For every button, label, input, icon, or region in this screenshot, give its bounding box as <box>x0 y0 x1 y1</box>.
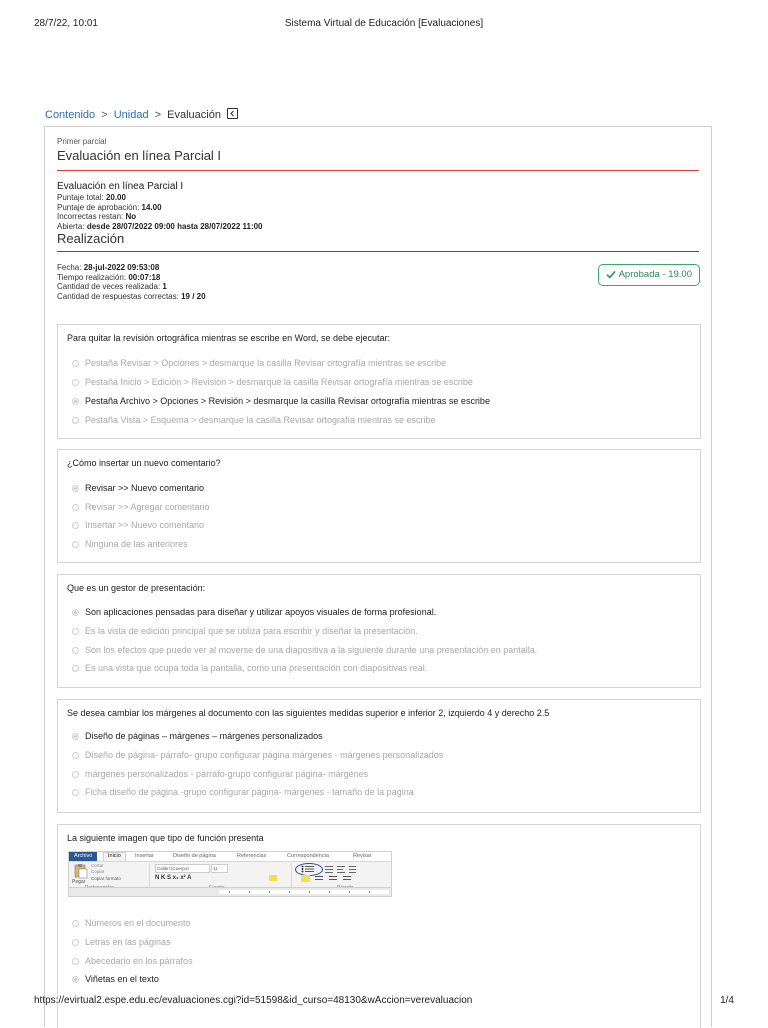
format-painter-label: Copiar formato <box>91 876 121 881</box>
realization-info <box>57 263 206 301</box>
exam-header <box>57 137 699 163</box>
answer-option[interactable]: Diseño de página- párrafo- grupo configurar página márgenes - márgenes personalizados <box>72 750 443 760</box>
collapse-left-icon[interactable] <box>227 108 238 119</box>
exam-info-title: Evaluación en línea Parcial I <box>57 181 184 192</box>
print-footer <box>34 995 734 1009</box>
correct-answers: 19 / 20 <box>181 291 206 301</box>
radio-button[interactable] <box>72 771 79 778</box>
question-text: Se desea cambiar los márgenes al documento con las siguientes medidas superior e inferior 2, izquierdo 4 y derecho 2.5 <box>67 708 550 718</box>
radio-button[interactable] <box>72 939 79 946</box>
ribbon-tabs <box>69 852 391 862</box>
question-card <box>57 324 701 439</box>
title-divider <box>57 170 699 171</box>
highlight-swatch-icon <box>269 875 277 881</box>
radio-button[interactable] <box>72 958 79 965</box>
radio-button-selected[interactable] <box>72 976 79 983</box>
radio-button-selected[interactable] <box>72 485 79 492</box>
answer-option[interactable]: márgenes personalizados - párrafo-grupo configurar página- márgenes <box>72 769 368 779</box>
ruler <box>69 887 391 896</box>
exam-title: Evaluación en línea Parcial I <box>57 148 222 163</box>
answer-option[interactable]: Ninguna de las anteriores <box>72 539 188 549</box>
correct-row: Cantidad de respuestas correctas: 19 / 20 <box>57 291 206 301</box>
realization-title: Realización <box>57 231 125 246</box>
ruler-ticks-icon <box>219 890 389 894</box>
breadcrumb-current: Evaluación <box>167 109 221 121</box>
ribbon-tab-inicio: Inicio <box>103 852 126 861</box>
pass-score: 14.00 <box>141 202 162 212</box>
ribbon-tab-insertar: Insertar <box>135 853 154 859</box>
exam-eyebrow: Primer parcial <box>57 137 107 146</box>
check-icon <box>606 270 616 279</box>
answer-option[interactable]: Abecedario en los párrafos <box>72 956 193 966</box>
ribbon-tab-revisar: Revisar <box>353 853 372 859</box>
ribbon-tab-archivo: Archivo <box>69 852 97 861</box>
realization-time: 00:07:18 <box>128 272 161 282</box>
answer-option[interactable]: Son los efectos que puede ver al moverse de una diapositiva a la siguiente durante una presentación en pantalla. <box>72 645 537 655</box>
answer-option[interactable]: Es una vista que ocupa toda la pantalla, como una presentación con diapositivas real. <box>72 663 427 673</box>
radio-button[interactable] <box>72 379 79 386</box>
answer-option[interactable]: Pestaña Inicio > Edición > Revisión > desmarque la casilla Revisar ortografía mientras se escribe <box>72 377 473 387</box>
radio-button[interactable] <box>72 504 79 511</box>
open-window-row: Abierta: desde 28/07/2022 09:00 hasta 28/07/2022 11:00 <box>57 221 263 231</box>
answer-option-selected[interactable]: Revisar >> Nuevo comentario <box>72 483 204 493</box>
radio-button-selected[interactable] <box>72 733 79 740</box>
paragraph-tools-icon <box>325 865 365 873</box>
copy-label: Copiar <box>91 869 105 874</box>
breadcrumb-contenido[interactable]: Contenido <box>45 109 96 121</box>
ribbon-separator <box>291 863 292 888</box>
time-row: Tiempo realización: 00:07:18 <box>57 272 161 282</box>
evaluation-panel <box>44 126 712 1027</box>
total-score: 20.00 <box>105 193 126 202</box>
ribbon-separator <box>149 863 150 888</box>
approved-badge <box>598 264 700 286</box>
question-card <box>57 574 701 688</box>
answer-option[interactable]: Pestaña Vista > Esquema > desmarque la casilla Revisar ortografía mientras se escribe <box>72 415 436 425</box>
answer-option[interactable]: Letras en las páginas <box>72 937 171 947</box>
paste-icon <box>73 863 89 879</box>
cut-label: Cortar <box>91 863 104 868</box>
wrong-subtract: No <box>125 212 137 221</box>
question-card <box>57 699 701 813</box>
times-row: Cantidad de veces realizada: 1 <box>57 282 167 291</box>
question-text: La siguiente imagen que tipo de función presenta <box>67 833 264 843</box>
answer-option-selected[interactable]: Son aplicaciones pensadas para diseñar y utilizar apoyos visuales de forma profesional. <box>72 607 436 617</box>
radio-button-selected[interactable] <box>72 398 79 405</box>
radio-button[interactable] <box>72 647 79 654</box>
breadcrumb-separator: > <box>154 109 162 121</box>
question-text: ¿Cómo insertar un nuevo comentario? <box>67 458 221 468</box>
pass-score-row: Puntaje de aprobación: 14.00 <box>57 202 162 212</box>
breadcrumb-unidad[interactable]: Unidad <box>113 109 149 121</box>
open-window: desde 28/07/2022 09:00 hasta 28/07/2022 11:00 <box>86 221 263 231</box>
radio-button[interactable] <box>72 628 79 635</box>
realization-date: 28-jul-2022 09:53:08 <box>83 263 160 272</box>
total-score-row: Puntaje total: 20.00 <box>57 193 126 202</box>
answer-option[interactable]: Ficha diseño de página -grupo configurar página- márgenes - tamaño de la pagina <box>72 787 414 797</box>
alignment-icon <box>301 875 361 882</box>
print-header <box>34 18 734 32</box>
font-name-box: Calibri (Cuerpo) <box>155 864 210 873</box>
print-page-number: 1/4 <box>720 995 734 1006</box>
print-url: https://evirtual2.espe.edu.ec/evaluaciones.cgi?id=51598&id_curso=48130&wAccion=verevaluacion <box>34 995 473 1006</box>
date-row: Fecha: 28-jul-2022 09:53:08 <box>57 263 160 272</box>
font-size-box: 11 <box>211 864 228 873</box>
answer-option[interactable]: Pestaña Revisar > Opciones > desmarque la casilla Revisar ortografía mientras se escribe <box>72 358 446 368</box>
question-text: Para quitar la revisión ortográfica mientras se escribe en Word, se debe ejecutar: <box>67 333 390 343</box>
wrong-subtract-row: Incorrectas restan: No <box>57 212 137 221</box>
radio-button[interactable] <box>72 752 79 759</box>
answer-option[interactable]: Es la vista de edición principal que se utiliza para escribir y diseñar la presentación. <box>72 626 418 636</box>
realization-divider <box>57 251 699 252</box>
exam-info <box>57 181 263 231</box>
radio-button[interactable] <box>72 920 79 927</box>
paste-label: Pegar <box>72 879 86 885</box>
approved-badge-label: Aprobada - 19.00 <box>618 269 692 280</box>
word-ribbon-image <box>68 851 392 897</box>
radio-button[interactable] <box>72 541 79 548</box>
radio-button[interactable] <box>72 522 79 529</box>
realization-times: 1 <box>162 282 167 291</box>
ribbon-tab-correspondencia: Correspondencia <box>287 853 329 859</box>
answer-option-selected[interactable]: Pestaña Archivo > Opciones > Revisión > desmarque la casilla Revisar ortografía mientras se escribe <box>72 396 490 406</box>
ribbon-tab-diseno: Diseño de página <box>173 853 216 859</box>
answer-option[interactable]: Revisar >> Agregar comentario <box>72 502 210 512</box>
question-card <box>57 449 701 563</box>
answer-option[interactable]: Insertar >> Nuevo comentario <box>72 520 204 530</box>
answer-option[interactable]: Números en el documento <box>72 918 191 928</box>
breadcrumb-separator: > <box>101 109 108 121</box>
radio-button[interactable] <box>72 417 79 424</box>
answer-option-selected[interactable]: Viñetas en el texto <box>72 974 159 984</box>
breadcrumb <box>45 108 238 121</box>
font-format-glyphs: N K S x₂ x² A <box>155 875 192 881</box>
radio-button[interactable] <box>72 665 79 672</box>
ribbon-tab-referencias: Referencias <box>237 853 267 859</box>
question-text: Que es un gestor de presentación: <box>67 583 206 593</box>
radio-button[interactable] <box>72 360 79 367</box>
radio-button-selected[interactable] <box>72 609 79 616</box>
print-document-title: Sistema Virtual de Educación [Evaluaciones] <box>284 18 484 29</box>
radio-button[interactable] <box>72 789 79 796</box>
print-datetime: 28/7/22, 10:01 <box>34 18 98 29</box>
answer-option-selected[interactable]: Diseño de páginas – márgenes – márgenes personalizados <box>72 731 323 741</box>
